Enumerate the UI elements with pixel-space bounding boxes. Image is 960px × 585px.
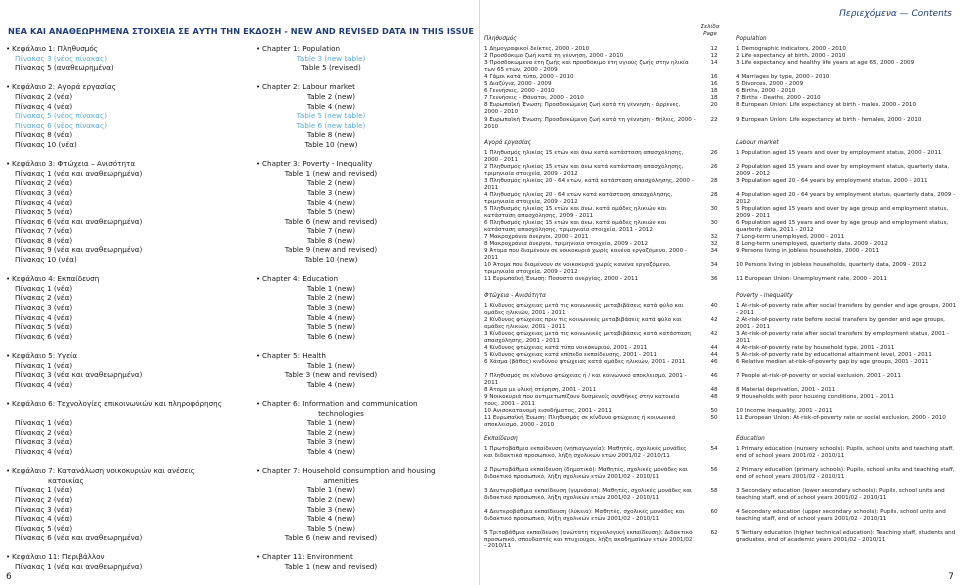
table-entry-gr: Πίνακας 6 (νέα και αναθεωρημένα) [15,216,143,226]
chapter-heading-en-cont: technologies [318,408,364,418]
toc-page-number: 46 [710,373,718,379]
chapter-heading-text: Κεφάλαιο 6: Τεχνολογίες επικοινωνιών και πληροφόρησης [12,398,222,408]
chapter-heading-en [256,552,471,562]
toc-entry-gr: 7 Γεννήσεις - Θάνατοι, 2000 - 2010 [484,95,584,101]
new-revised-data-title: ΝΕΑ ΚΑΙ ΑΝΑΘΕΩΡΗΜΕΝΑ ΣΤΟΙΧΕΙΑ ΣΕ ΑΥΤΗ ΤΗΝ ΕΚΔΟΣΗ - NEW AND REVISED DATA IN THIS ISSUE [8,26,475,36]
greek-chapter-list [6,44,246,581]
chapter-heading-text: Chapter 6: Information and communication [262,398,418,408]
table-entry-en: Table 5 (new) [306,322,356,332]
toc-entry-en: 3 Population aged 20 - 64 years by employment status, 2000 - 2011 [736,178,928,184]
toc-entry-gr: 4 Γάμοι κατά τύπο, 2000 - 2010 [484,74,574,80]
toc-entry-en: 6 Population aged 15 years and over by age group and employment status, quarterly data, 2011 - 2012 [736,220,949,233]
table-entry-en: Table 5 (new) [306,207,356,217]
chapter-heading-text: Chapter 4: Education [262,274,339,284]
toc-entry-gr: 1 Κίνδυνος φτώχειας μετά τις κοινωνικές μεταβιβάσεις κατά φύλο και ομάδες ηλικιών, 2001 - 2011 [484,303,684,316]
chapter-heading-gr-cont [6,409,246,419]
toc-page-number: 48 [710,387,718,393]
chapter-heading-gr [6,466,246,476]
bullet-icon: • [6,274,11,284]
page-number-left: 6 [6,572,12,582]
section-heading-gr: Φτώχεια - Ανισότητα [484,293,546,299]
table-entry-en: Table 2 (new) [306,293,356,303]
chapter-group-gr [6,466,246,543]
table-entry-en: Table 3 (new) [306,437,356,447]
chapter-heading-gr [6,159,246,169]
chapter-heading-en [256,466,471,476]
table-entry-gr: Πίνακας 3 (νέα) [15,187,73,197]
table-entry-gr: Πίνακας 4 (νέα) [15,446,73,456]
table-entry-gr: Πίνακας 4 (νέα) [15,514,73,524]
table-entry-en: Table 6 (new) [306,331,356,341]
chapter-group-gr [6,82,246,149]
toc-entry-en: 4 Secondary education (upper secondary schools): Pupils, school units and teaching staff, end of school years 2001/02 - 2010/11 [736,509,946,522]
toc-entry-gr: 9 Ευρωπαϊκή Ένωση: Προσδοκώμενη ζωή κατά τη γέννηση - θήλεις, 2000 - 2010 [484,117,696,130]
toc-entry-gr: 6 Γεννήσεις, 2000 - 2010 [484,88,555,94]
bullet-icon: • [256,82,261,92]
table-entry-en: Table 4 (new) [306,197,356,207]
table-entry-gr: Πίνακας 4 (νέα) [15,312,73,322]
table-entry-en: Table 10 (new) [304,255,358,265]
table-entry-gr: Πίνακας 3 (νέα) [15,504,73,514]
toc-entry-gr: 4 Δευτεροβάθμια εκπαίδευση (λύκεια): Μαθητές, σχολικές μονάδες και διδακτικό προσωπικό, λήξη σχολικών ετών 2001/02 - 2010/11 [484,509,685,522]
toc-page-number: 20 [710,102,718,108]
bullet-icon: • [6,552,11,562]
table-entry-en: Table 3 (new) [306,187,356,197]
toc-page-number: 18 [710,95,718,101]
chapter-group-en [256,274,471,341]
table-entry-gr: Πίνακας 5 (αναθεωρημένα) [15,63,114,73]
toc-entry-en: 11 European Union: Unemployment rate, 2000 - 2011 [736,276,887,282]
table-entry-gr: Πίνακας 1 (νέα) [15,360,73,370]
toc-entry-en: 8 Material deprivation, 2001 - 2011 [736,387,836,393]
bullet-icon: • [256,274,261,284]
toc-entry-gr: 2 Κίνδυνος φτώχειας πριν τις κοινωνικές μεταβιβάσεις κατά φύλο και ομάδες ηλικιών, 2001 - 2011 [484,317,682,330]
toc-page-number: 46 [710,359,718,365]
table-entry-gr: Πίνακας 2 (νέα) [15,178,73,188]
section-heading-en: Labour market [736,140,779,146]
toc-entry-gr: 6 Πληθυσμός ηλικίας 15 ετών και άνω, κατά ομάδες ηλικιών και κατάσταση απασχόλησης, τριμηνιαία στοιχεία, 2011 - 2012 [484,220,667,233]
toc-entry-gr: 6 Χάσμα (βάθος) κινδύνου φτώχειας κατά ομάδες ηλικιών, 2001 - 2011 [484,359,686,365]
toc-page-number: 54 [710,446,718,452]
toc-page-number: 16 [710,81,718,87]
toc-entry-en: 2 Life expectancy at birth, 2000 - 2010 [736,53,846,59]
section-heading-en: Poverty - Inequality [736,293,793,299]
table-entry-en: Table 4 (new) [306,379,356,389]
table-entry-gr: Πίνακας 2 (νέα) [15,494,73,504]
toc-entry-gr: 11 Ευρωπαϊκή Ένωση: Ποσοστό ανεργίας, 2000 - 2011 [484,276,639,282]
chapter-group-gr [6,351,246,389]
toc-page-number: 18 [710,88,718,94]
chapter-heading-text: Κεφάλαιο 11: Περιβάλλον [12,552,105,562]
table-entry-en: Table 10 (new) [304,139,358,149]
bullet-icon: • [256,351,261,360]
chapter-heading-en [256,44,471,54]
table-entry-en: Table 2 (new) [306,494,356,504]
toc-entry-en: 6 Relative median at-risk-of-poverty gap by age groups, 2001 - 2011 [736,359,929,365]
toc-entry-gr: 5 Πληθυσμός ηλικίας 15 ετών και άνω, κατά ομάδες ηλικιών και κατάσταση απασχόλησης, 2009 - 2011 [484,206,667,219]
toc-page-number: 28 [710,178,718,184]
right-page [480,0,960,585]
table-entry-en: Table 6 (new and revised) [284,533,378,543]
table-entry-en: Table 6 (new and revised) [284,216,378,226]
toc-entry-en: 3 Life expectancy and healthy life years at age 65, 2000 - 2009 [736,60,915,66]
table-of-contents [484,0,960,585]
table-entry-en: Table 4 (new) [306,312,356,322]
toc-entry-en: 3 At-risk-of-poverty rate after social transfers by employment status, 2001 - 2011 [736,331,950,344]
table-entry-en: Table 4 (new) [306,101,356,111]
toc-page-number: 44 [710,345,718,351]
toc-page-number: 26 [710,164,718,170]
toc-page-number: 26 [710,150,718,156]
chapter-group-en [256,399,471,457]
toc-entry-gr: 2 Πληθυσμός ηλικίας 15 ετών και άνω κατά κατάσταση απασχόλησης, τριμηνιαία στοιχεία, 2009 - 2012 [484,164,684,177]
chapter-group-gr [6,399,246,457]
table-entry-gr: Πίνακας 8 (νέα) [15,235,73,245]
chapter-group-gr [6,159,246,265]
toc-page-number: 62 [710,530,718,536]
table-entry-en: Table 5 (new) [306,523,356,533]
table-entry-en: Table 9 (new and revised) [284,245,378,255]
table-entry-en: Table 1 (new) [306,360,356,370]
toc-page-number: 50 [710,408,718,414]
table-entry-en: Table 1 (new) [306,485,356,495]
section-heading-en: Education [736,436,765,442]
table-entry-en: Table 3 (new table) [296,53,366,63]
table-entry-en: Table 8 (new) [306,130,356,140]
page-number-right: 7 [948,572,954,582]
toc-entry-en: 10 Income inequality, 2001 - 2011 [736,408,833,414]
toc-entry-en: 7 Births - Deaths, 2000 - 2010 [736,95,821,101]
chapter-group-en [256,351,471,389]
table-entry-gr: Πίνακας 5 (νέος πίνακας) [15,111,108,121]
table-entry-gr: Πίνακας 1 (νέα και αναθεωρημένα) [15,168,143,178]
toc-entry-en: 4 Population aged 20 - 64 years by employment status, quarterly data, 2009 - 2012 [736,192,956,205]
chapter-heading-en [256,399,471,409]
toc-entry-en: 10 Persons living in jobless households, quarterly data, 2009 - 2012 [736,262,927,268]
table-entry-gr: Πίνακας 3 (νέος πίνακας) [15,53,108,63]
toc-entry-gr: 1 Πρωτοβάθμια εκπαίδευση (νηπιαγωγεία): Μαθητές, σχολικές μονάδες και διδακτικό προσωπικό, λήξη σχολικών ετών 2001/02 - 2010/11 [484,446,687,459]
toc-entry-gr: 9 Νοικοκυριά που αντιμετωπίζουν δυσμενείς συνθήκες στην κατοικία τους, 2001 - 2011 [484,394,680,407]
toc-entry-gr: 4 Πληθυσμός ηλικίας 20 - 64 ετών κατά κατάσταση απασχόλησης, τριμηνιαία στοιχεία, 2009 - 2012 [484,192,673,205]
bullet-icon: • [256,44,261,53]
table-entry-gr: Πίνακας 1 (νέα και αναθεωρημένα) [15,562,143,572]
table-entry-en: Table 2 (new) [306,427,356,437]
toc-page-number: 12 [710,46,718,52]
chapter-heading-text: Chapter 3: Poverty - Inequality [262,159,373,169]
section-heading-gr: Εκπαίδευση [484,436,518,442]
toc-entry-gr: 3 Δευτεροβάθμια εκπαίδευση (γυμνάσια): Μαθητές, σχολικές μονάδες και διδακτικό προσωπικό, λήξη σχολικών ετών 2001/02 - 2010/11 [484,488,692,501]
chapter-group-en [256,159,471,265]
toc-entry-en: 9 Persons living in jobless households, 2000 - 2011 [736,248,880,254]
toc-entry-en: 1 Demographic indicators, 2000 - 2010 [736,46,846,52]
table-entry-gr: Πίνακας 5 (νέα) [15,322,73,332]
chapter-heading-text: Chapter 2: Labour market [262,82,355,92]
toc-page-number: 34 [710,262,718,268]
chapter-group-en [256,552,471,571]
toc-entry-en: 11 European Union: At-risk-of-poverty rate or social exclusion, 2000 - 2010 [736,415,946,421]
chapter-heading-text: Κεφάλαιο 4: Εκπαίδευση [12,274,100,284]
toc-entry-en: 1 Primary education (nursery schools): Pupils, school units and teaching staff, end of school years 2001/02 - 2010/11 [736,446,955,459]
chapter-group-en [256,82,471,149]
table-entry-en: Table 5 (new table) [296,111,366,121]
table-entry-gr: Πίνακας 1 (νέα) [15,485,73,495]
toc-entry-en: 2 Primary education (primary schools): Pupils, school units and teaching staff, end of school years 2001/02 - 2010/11 [736,467,955,480]
toc-page-number: 36 [710,276,718,282]
bullet-icon: • [6,159,11,169]
chapter-heading-en [256,159,471,169]
toc-entry-gr: 9 Άτομα που διαμένουν σε νοικοκυριά χωρίς κανένα εργαζόμενο, 2000 - 2011 [484,248,687,261]
chapter-group-en [256,466,471,543]
toc-entry-gr: 3 Κίνδυνος φτώχειας μετά τις κοινωνικές μεταβιβάσεις κατά κατάσταση απασχόλησης, 2001 - 2011 [484,331,691,344]
table-entry-gr: Πίνακας 6 (νέος πίνακας) [15,120,108,130]
toc-entry-en: 5 At-risk-of-poverty rate by educational attainment level, 2001 - 2011 [736,352,932,358]
toc-page-number: 50 [710,415,718,421]
toc-entry-gr: 10 Άτομα που διαμένουν σε νοικοκυριά χωρίς κανένα εργαζόμενο, τριμηνιαία στοιχεία, 2009 - 2012 [484,262,671,275]
chapter-heading-gr-cont: κατοικίας [48,475,84,485]
table-entry-en: Table 2 (new) [306,91,356,101]
table-entry-en: Table 7 (new) [306,226,356,236]
table-entry-gr: Πίνακας 2 (νέα) [15,427,73,437]
chapter-heading-gr [6,399,246,409]
table-entry-gr: Πίνακας 10 (νέα) [15,255,77,265]
chapter-heading-en-cont: amenities [323,475,359,485]
bullet-icon: • [6,466,11,476]
table-entry-gr: Πίνακας 9 (νέα και αναθεωρημένα) [15,245,143,255]
chapter-group-gr [6,274,246,341]
chapter-heading-text: Κεφάλαιο 2: Αγορά εργασίας [12,82,116,92]
bullet-icon: • [256,159,261,169]
toc-entry-gr: 3 Πληθυσμός ηλικίας 20 - 64 ετών, κατά κατάσταση απασχόλησης, 2000 - 2011 [484,178,694,191]
bullet-icon: • [6,351,11,360]
bullet-icon: • [256,398,261,408]
toc-entry-gr: 1 Δημογραφικοί δείκτες, 2000 - 2010 [484,46,590,52]
bullet-icon: • [6,398,11,408]
toc-entry-gr: 8 Μακροχρόνια άνεργοι, τριμηνιαία στοιχεία, 2009 - 2012 [484,241,649,247]
toc-page-number: 14 [710,60,718,66]
toc-entry-gr: 5 Κίνδυνος φτώχειας κατά επίπεδο εκπαίδευσης, 2001 - 2011 [484,352,657,358]
toc-page-number: 30 [710,206,718,212]
table-entry-gr: Πίνακας 1 (νέα) [15,283,73,293]
table-entry-en: Table 3 (new) [306,504,356,514]
toc-entry-en: 7 People at-risk-of-poverty or social exclusion, 2001 - 2011 [736,373,901,379]
bullet-icon: • [6,44,11,53]
table-entry-gr: Πίνακας 6 (νέα) [15,331,73,341]
toc-entry-gr: 8 Άτομα με υλική στέρηση, 2001 - 2011 [484,387,597,393]
table-entry-en: Table 6 (new table) [296,120,366,130]
toc-entry-en: 2 At-risk-of-poverty rate before social transfers by gender and age groups, 2001 - 2011 [736,317,945,330]
bullet-icon: • [6,82,11,92]
toc-entry-en: 5 Population aged 15 years and over by age group and employment status, 2009 - 2011 [736,206,949,219]
chapter-heading-text: Κεφάλαιο 5: Υγεία [12,351,78,360]
table-entry-gr: Πίνακας 4 (νέα) [15,101,73,111]
toc-page-number: 44 [710,352,718,358]
contents-title: Περιεχόμενα — Contents [839,9,952,19]
toc-entry-en: 4 Marriages by type, 2000 - 2010 [736,74,830,80]
toc-entry-gr: 2 Πρωτοβάθμια εκπαίδευση (δημοτικά): Μαθητές, σχολικές μονάδες και διδακτικό προσωπικό, λήξη σχολικών ετών 2001/02 - 2010/11 [484,467,688,480]
toc-page-number: 32 [710,241,718,247]
toc-entry-gr: 2 Προσδόκιμο ζωή κατά τη γέννηση, 2000 - 2010 [484,53,624,59]
table-entry-en: Table 5 (revised) [301,63,361,73]
toc-entry-en: 6 Births, 2000 - 2010 [736,88,796,94]
page-column-header-gr: Σελίδα [700,24,720,30]
toc-page-number: 48 [710,394,718,400]
toc-entry-en: 9 European Union: Life expectancy at birth - females, 2000 - 2010 [736,117,922,123]
table-entry-gr: Πίνακας 2 (νέα) [15,293,73,303]
table-entry-en: Table 3 (new and revised) [284,370,378,380]
table-entry-gr: Πίνακας 3 (νέα) [15,437,73,447]
toc-page-number: 42 [710,317,718,323]
toc-entry-gr: 7 Μακροχρόνια άνεργοι, 2000 - 2011 [484,234,589,240]
table-entry-gr: Πίνακας 4 (νέα) [15,197,73,207]
bullet-icon: • [256,552,261,562]
chapter-heading-text: Κεφάλαιο 1: Πληθυσμός [12,44,98,53]
table-entry-gr: Πίνακας 6 (νέα και αναθεωρημένα) [15,533,143,543]
toc-entry-gr: 10 Ανισοκατανομή εισοδήματος, 2001 - 2011 [484,408,612,414]
table-entry-en: Table 1 (new and revised) [284,168,378,178]
chapter-heading-gr [6,552,246,562]
table-entry-en: Table 4 (new) [306,514,356,524]
toc-entry-gr: 4 Κίνδυνος φτώχειας κατά τύπο νοικοκυριού, 2001 - 2011 [484,345,648,351]
table-entry-gr: Πίνακας 2 (νέα) [15,91,73,101]
toc-entry-en: 9 Households with poor housing conditions, 2001 - 2011 [736,394,894,400]
chapter-heading-text: Chapter 5: Health [262,351,326,360]
chapter-group-en [256,44,471,73]
toc-entry-gr: 1 Πληθυσμός ηλικίας 15 ετών και άνω κατά κατάσταση απασχόλησης, 2000 - 2011 [484,150,684,163]
toc-page-number: 16 [710,74,718,80]
table-entry-gr: Πίνακας 10 (νέα) [15,139,77,149]
toc-entry-en: 8 European Union: Life expectancy at birth - males, 2000 - 2010 [736,102,916,108]
chapter-heading-text: Κεφάλαιο 3: Φτώχεια – Ανισότητα [12,159,136,169]
table-entry-gr: Πίνακας 5 (νέα) [15,207,73,217]
table-entry-en: Table 1 (new) [306,283,356,293]
chapter-group-gr [6,552,246,571]
chapter-heading-gr [6,351,246,361]
chapter-heading-text: Chapter 11: Environment [262,552,353,562]
table-entry-en: Table 2 (new) [306,178,356,188]
toc-page-number: 22 [710,117,718,123]
page-column-header-en: Page [703,30,717,37]
chapter-heading-text: Κεφάλαιο 7: Κατανάλωση νοικοκυριών και ανέσεις [12,466,196,476]
toc-entry-en: 1 Population aged 15 years and over by employment status, 2000 - 2011 [736,150,942,156]
chapter-heading-gr [6,82,246,92]
table-entry-gr: Πίνακας 8 (νέα) [15,130,73,140]
toc-page-number: 12 [710,53,718,59]
toc-page-number: 42 [710,331,718,337]
section-heading-gr: Αγορά εργασίας [484,140,532,146]
toc-entry-gr: 7 Πληθυσμός σε κίνδυνο φτώχειας ή / και κοινωνικό αποκλεισμό, 2001 - 2011 [484,373,687,386]
table-entry-gr: Πίνακας 4 (νέα) [15,379,73,389]
table-entry-gr: Πίνακας 5 (νέα) [15,523,73,533]
section-heading-en: Population [736,36,767,42]
chapter-heading-en [256,274,471,284]
toc-entry-gr: 11 Ευρωπαϊκή Ένωση: Πληθυσμός σε κίνδυνο φτώχειας ή κοινωνικό αποκλεισμό, 2000 - 2010 [484,415,676,428]
table-entry-gr: Πίνακας 1 (νέα) [15,418,73,428]
chapter-heading-gr [6,274,246,284]
toc-entry-en: 3 Secondary education (lower secondary schools): Pupils, school units and teaching staff, end of school years 2001/02 - 2010/11 [736,488,945,501]
chapter-heading-text: Chapter 7: Household consumption and housing [262,466,436,476]
toc-page-number: 30 [710,220,718,226]
toc-entry-en: 1 At-risk-of-poverty rate after social transfers by gender and age groups, 2001 - 2011 [736,303,957,316]
chapter-heading-en [256,351,471,361]
toc-entry-gr: 5 Τριτοβάθμια εκπαίδευση (ανώτατη τεχνολογική εκπαίδευση): Διδακτικό προσωπικό, σπουδαστές και πτυχιούχοι, λήξη ακαδημαϊκών ετών 2001/02 - 2010/11 [484,530,693,550]
toc-entry-gr: 5 Διαζύγια, 2000 - 2009 [484,81,552,87]
toc-page-number: 32 [710,234,718,240]
chapter-heading-text: Chapter 1: Population [262,44,341,53]
toc-entry-en: 7 Long-term unemployed, 2000 - 2011 [736,234,845,240]
toc-page-number: 58 [710,488,718,494]
section-heading-gr: Πληθυσμός [484,36,517,42]
english-chapter-list [256,44,471,581]
toc-entry-en: 2 Population aged 15 years and over by employment status, quarterly data, 2009 - 2012 [736,164,950,177]
table-entry-en: Table 4 (new) [306,446,356,456]
toc-page-number: 60 [710,509,718,515]
toc-page-number: 56 [710,467,718,473]
chapter-heading-gr [6,44,246,54]
toc-page-number: 28 [710,192,718,198]
chapter-group-gr [6,44,246,73]
toc-page-number: 34 [710,248,718,254]
table-entry-en: Table 1 (new) [306,418,356,428]
toc-entry-gr: 8 Ευρωπαϊκή Ένωση: Προσδοκώμενη ζωή κατά τη γέννηση - άρρενες, 2000 - 2010 [484,102,681,115]
bullet-icon: • [256,466,261,476]
toc-entry-en: 4 At-risk-of-poverty rate by household type, 2001 - 2011 [736,345,895,351]
table-entry-gr: Πίνακας 3 (νέα) [15,303,73,313]
chapter-heading-en [256,82,471,92]
table-entry-gr: Πίνακας 3 (νέα και αναθεωρημένα) [15,370,143,380]
toc-entry-en: 5 Divorces, 2000 - 2009 [736,81,804,87]
table-entry-en: Table 3 (new) [306,303,356,313]
table-entry-en: Table 1 (new and revised) [284,562,378,572]
table-entry-gr: Πίνακας 7 (νέα) [15,226,73,236]
toc-entry-en: 5 Tertiary education (higher technical education): Teaching staff, students and graduates, end of academic years 2001/02 - 2010/11 [736,530,956,543]
toc-page-number: 40 [710,303,718,309]
table-entry-en: Table 8 (new) [306,235,356,245]
toc-entry-en: 8 Long-term unemployed, quarterly data, 2009 - 2012 [736,241,888,247]
toc-entry-gr: 3 Προσδοκώμενα έτη ζωής και προσδόκιμο έτη υγιούς ζωής στην ηλικία των 65 ετών, 2000 - 2009 [484,60,689,73]
